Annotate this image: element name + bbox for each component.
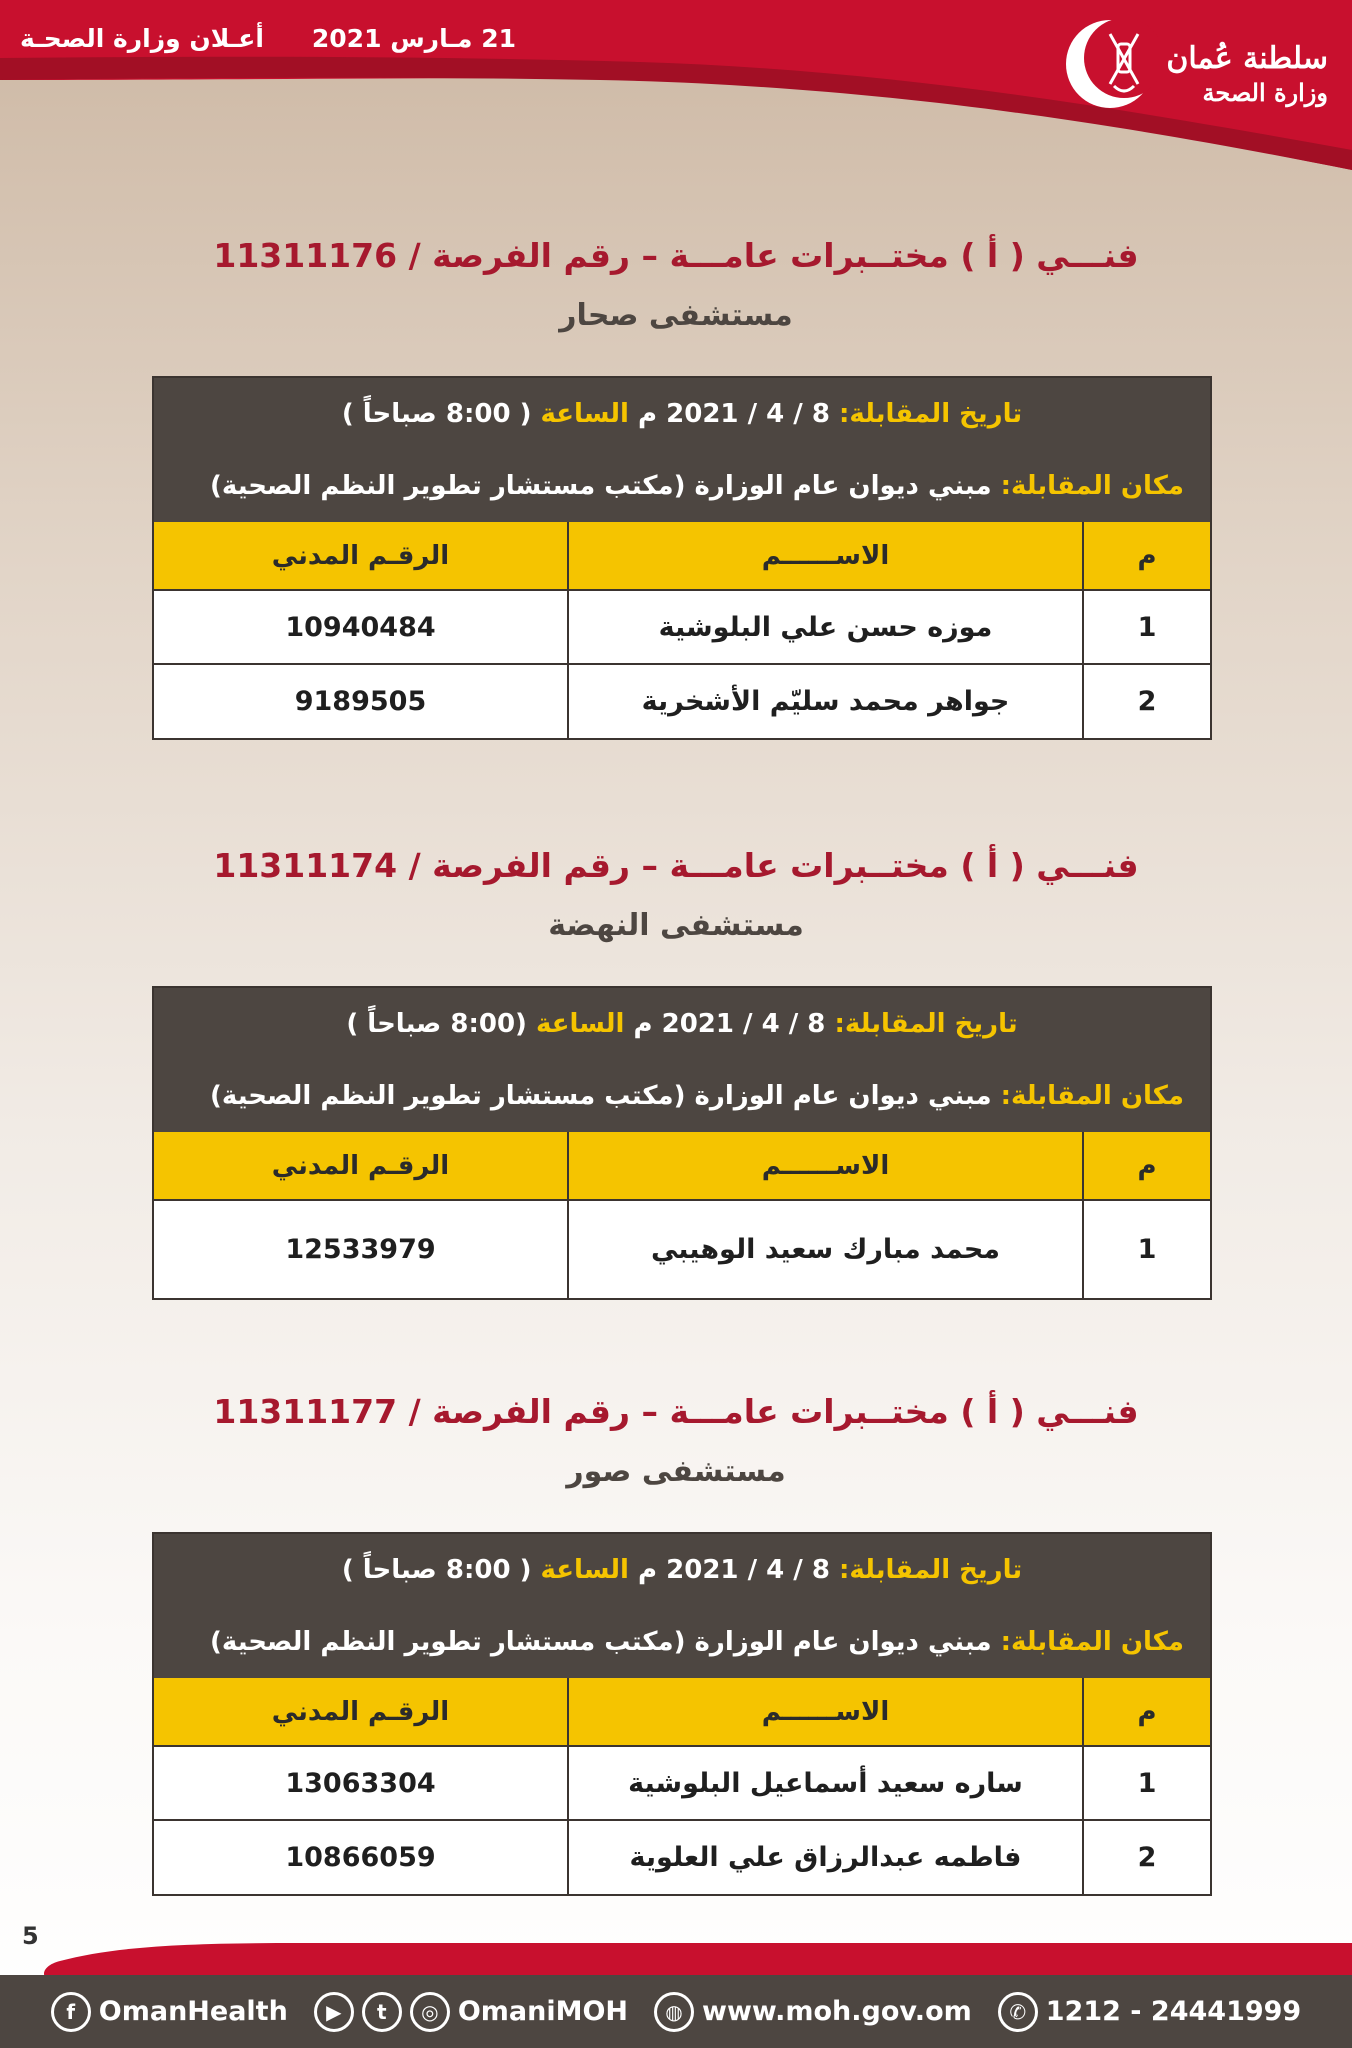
time-label: الساعة [540,399,629,429]
time-label: الساعة [536,1009,625,1039]
date-value: 8 / 4 / 2021 م [638,1555,830,1585]
table-row [154,1746,1210,1820]
col-num-header: م [1083,1678,1210,1746]
header-date: 21 مـارس 2021 [311,23,516,53]
place-label: مكان المقابلة: [1000,1627,1184,1657]
col-civil-header: الرقـم المدني [154,1678,568,1746]
col-num-header: م [1083,522,1210,590]
row-name: فاطمه عبدالرزاق علي العلوية [568,1820,1083,1894]
row-name: ساره سعيد أسماعيل البلوشية [568,1746,1083,1820]
row-name: موزه حسن علي البلوشية [568,590,1083,664]
instagram-icon: ◎ [410,1992,450,2032]
col-num-header: م [1083,1132,1210,1200]
col-civil-header: الرقـم المدني [154,1132,568,1200]
row-num: 2 [1083,1820,1210,1894]
section-2-table [154,1132,1210,1298]
section-1-info [154,378,1210,522]
table-row [154,590,1210,664]
section-1-date-line [180,378,1184,450]
section-1-place-line [180,450,1184,522]
section-3-date-line [180,1534,1184,1606]
section-3-table [154,1678,1210,1894]
time-value: ( 8:00 صباحاً ) [341,399,532,429]
phone-link[interactable] [998,1992,1301,2032]
section-1-card [152,376,1212,740]
time-label: الساعة [540,1555,629,1585]
col-civil-header: الرقـم المدني [154,522,568,590]
row-civil: 9189505 [154,664,568,738]
phone-number: 1212 - 24441999 [1045,1996,1302,2027]
youtube-icon: ▶ [314,1992,354,2032]
place-value: مبني ديوان عام الوزارة (مكتب مستشار تطوير النظم الصحية) [210,471,992,501]
table-header-row [154,1132,1210,1200]
table-row [154,664,1210,738]
header-announcement: أعـلان وزارة الصحـة [20,23,264,53]
facebook-handle: OmanHealth [98,1996,288,2027]
row-num: 1 [1083,1746,1210,1820]
website-url: www.moh.gov.om [702,1996,972,2027]
oman-emblem-icon [1058,14,1158,114]
section-2-info [154,988,1210,1132]
section-2-place-line [180,1060,1184,1132]
section-3-info [154,1534,1210,1678]
table-header-row [154,522,1210,590]
time-value: ( 8:00 صباحاً ) [341,1555,532,1585]
section-2-hospital: مستشفى النهضة [548,908,804,943]
section-3-place-line [180,1606,1184,1678]
date-label: تاريخ المقابلة: [838,1555,1023,1585]
phone-icon: ✆ [998,1992,1038,2032]
ministry-logo [1058,14,1328,134]
place-value: مبني ديوان عام الوزارة (مكتب مستشار تطوير النظم الصحية) [210,1627,992,1657]
table-row [154,1200,1210,1298]
table-header-row [154,1678,1210,1746]
place-value: مبني ديوان عام الوزارة (مكتب مستشار تطوير النظم الصحية) [210,1081,992,1111]
globe-icon: ◍ [654,1992,694,2032]
date-label: تاريخ المقابلة: [834,1009,1018,1039]
table-row [154,1820,1210,1894]
page-number: 5 [22,1922,39,1950]
row-num: 1 [1083,590,1210,664]
page-header [0,0,1352,170]
row-civil: 10940484 [154,590,568,664]
logo-words [1166,40,1328,108]
row-num: 1 [1083,1200,1210,1298]
date-label: تاريخ المقابلة: [838,399,1023,429]
place-label: مكان المقابلة: [1000,471,1184,501]
place-label: مكان المقابلة: [1000,1081,1184,1111]
date-value: 8 / 4 / 2021 م [638,399,830,429]
section-3-card [152,1532,1212,1896]
row-name: جواهر محمد سليّم الأشخرية [568,664,1083,738]
row-civil: 12533979 [154,1200,568,1298]
time-value: (8:00 صباحاً ) [346,1009,527,1039]
social-handle: OmaniMOH [457,1996,629,2027]
logo-ministry: وزارة الصحة [1202,77,1328,107]
col-name-header: الاســــــم [568,1132,1083,1200]
section-1-hospital: مستشفى صحار [559,298,793,333]
row-civil: 10866059 [154,1820,568,1894]
facebook-icon: f [51,1992,91,2032]
col-name-header: الاســــــم [568,1678,1083,1746]
section-2-title: فنـــي ( أ ) مختــبرات عامـــة – رقم الفرصة / 11311174 [213,846,1139,885]
row-num: 2 [1083,664,1210,738]
section-1-table [154,522,1210,738]
section-1-title: فنـــي ( أ ) مختــبرات عامـــة – رقم الفرصة / 11311176 [213,236,1139,275]
twitter-icon: t [362,1992,402,2032]
header-text [20,18,516,58]
date-value: 8 / 4 / 2021 م [633,1009,826,1039]
section-2-card [152,986,1212,1300]
website-link[interactable] [654,1992,972,2032]
row-name: محمد مبارك سعيد الوهيبي [568,1200,1083,1298]
social-links[interactable] [314,1992,628,2032]
section-2-date-line [180,988,1184,1060]
footer-red-band [0,1935,1352,1980]
section-3-title: فنـــي ( أ ) مختــبرات عامـــة – رقم الفرصة / 11311177 [213,1392,1139,1431]
section-3-hospital: مستشفى صور [566,1454,786,1489]
col-name-header: الاســــــم [568,522,1083,590]
logo-sultanate: سلطنة عُمان [1166,41,1328,77]
row-civil: 13063304 [154,1746,568,1820]
facebook-link[interactable] [51,1992,288,2032]
footer-contact-bar [0,1975,1352,2048]
